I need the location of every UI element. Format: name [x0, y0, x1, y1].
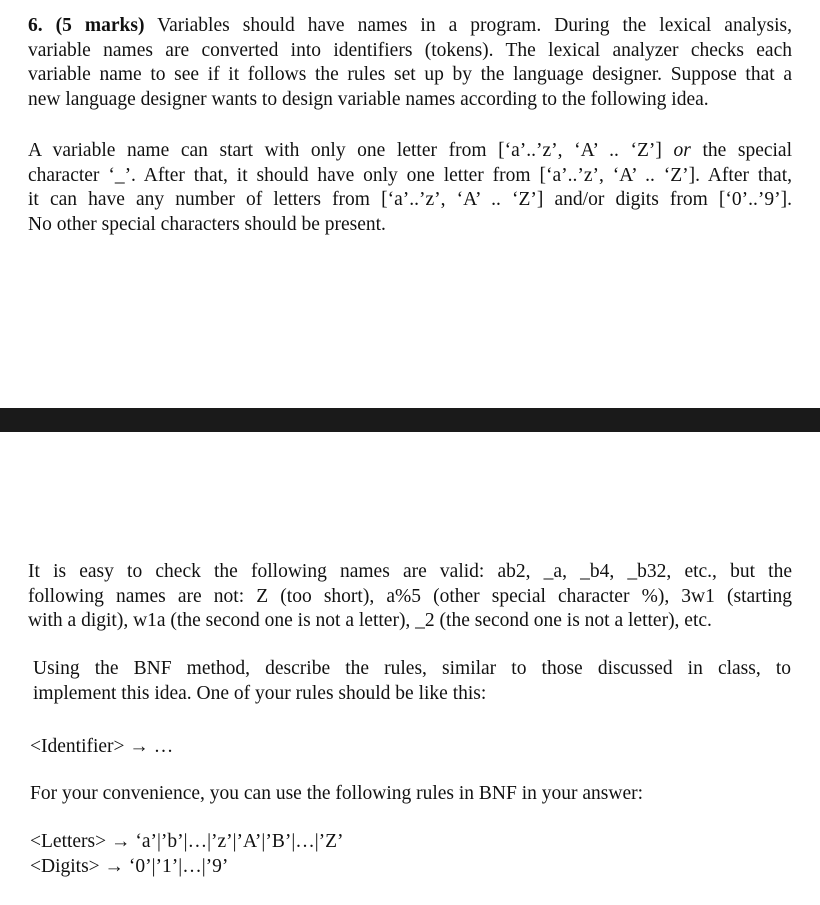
rule-line-4: No other special characters should be present. — [28, 213, 386, 235]
examples-paragraph — [28, 560, 792, 634]
intro-line-1 — [28, 14, 792, 39]
naming-rule-paragraph — [28, 139, 792, 237]
rule-line-3: it can have any number of letters from [‘a’..’z’, ‘A’ .. ‘Z’] and/or digits from [‘0’..’9’]. — [28, 189, 792, 210]
task-paragraph — [33, 657, 791, 706]
identifier-rule: <Identifier> → … — [30, 736, 174, 757]
rule-line-1-italic: or — [673, 140, 691, 161]
question-number: 6. — [28, 15, 43, 36]
task-line-1: Using the BNF method, describe the rules, similar to those discussed in class, to — [33, 658, 791, 679]
digits-rule: <Digits> → ‘0’|’1’|…|’9’ — [30, 856, 229, 877]
examples-line-2: following names are not: Z (too short), a%5 (other special character %), 3w1 (starting — [28, 585, 792, 607]
examples-line-3: with a digit), w1a (the second one is not a letter), _2 (the second one is not a letter), etc. — [28, 610, 712, 631]
rule-line-1-post: the special — [690, 140, 793, 161]
intro-line-3: variable name to see if it follows the rules set up by the language designer. Suppose that a — [28, 64, 792, 85]
rule-line-1 — [28, 139, 792, 164]
rule-line-2: character ‘_’. After that, it should have only one letter from [‘a’..’z’, ‘A’ .. ‘Z’]. After that, — [28, 164, 792, 186]
rule-line-1-pre: A variable name can start with only one letter from [‘a’..’z’, ‘A’ .. ‘Z’] — [28, 140, 674, 161]
intro-line-4: new language designer wants to design variable names according to the following idea. — [28, 88, 709, 110]
intro-line-2: variable names are converted into identifiers (tokens). The lexical analyzer checks each — [28, 39, 792, 61]
letters-rule: <Letters> → ‘a’|’b’|…|’z’|’A’|’B’|…|’Z’ — [30, 831, 344, 852]
question-marks: (5 marks) — [55, 15, 145, 36]
question-intro — [28, 14, 792, 112]
examples-line-1: It is easy to check the following names are valid: ab2, _a, _b4, _b32, etc., but the — [28, 561, 792, 582]
task-line-2: implement this idea. One of your rules should be like this: — [33, 682, 487, 704]
intro-text-1: Variables should have names in a program. During the lexical analysis, — [157, 15, 792, 36]
page-divider-bar — [0, 408, 820, 432]
convenience-text: For your convenience, you can use the following rules in BNF in your answer: — [30, 783, 644, 804]
